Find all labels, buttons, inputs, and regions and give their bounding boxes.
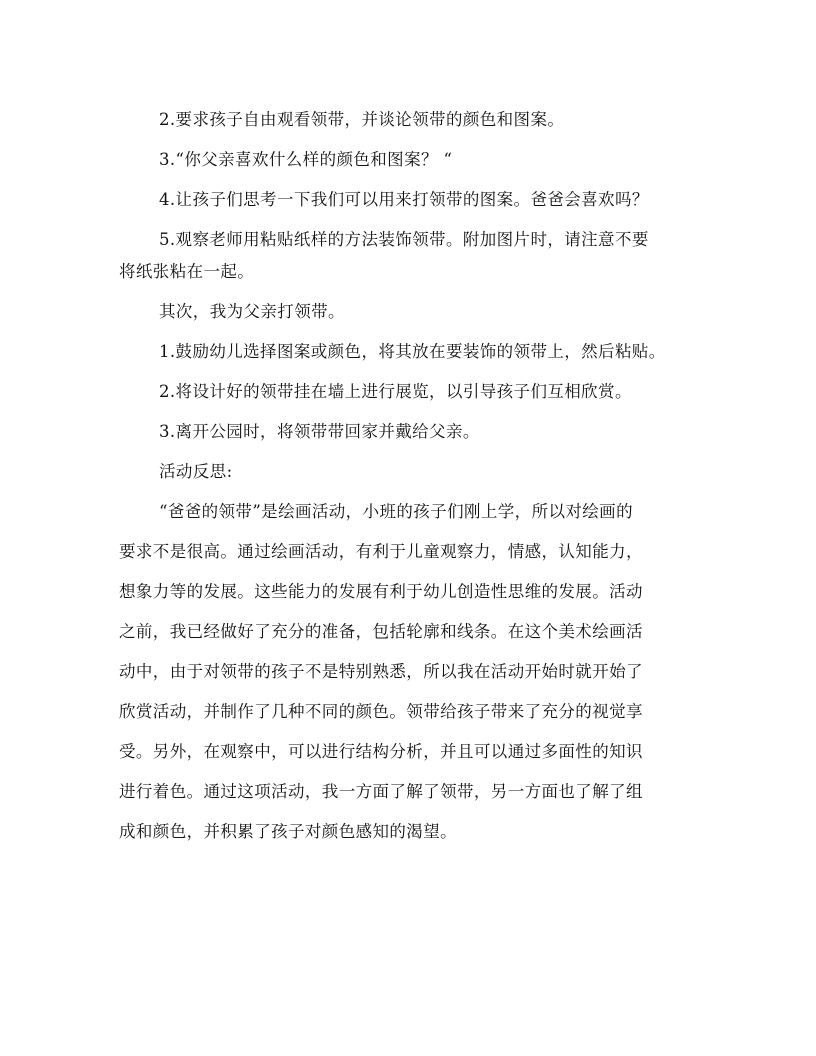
reflection-line: 之前，我已经做好了充分的准备，包括轮廓和线条。在这个美术绘画活 <box>119 622 643 641</box>
document-body <box>119 104 699 848</box>
reflection-line: 成和颜色，并积累了孩子对颜色感知的渴望。 <box>119 822 457 841</box>
reflection-line: 受。另外，在观察中，可以进行结构分析，并且可以通过多面性的知识 <box>119 742 643 761</box>
list-item-3: 3.“你父亲喜欢什么样的颜色和图案？ “ <box>159 150 453 169</box>
list-item-2: 2.要求孩子自由观看领带，并谈论领带的颜色和图案。 <box>159 110 565 129</box>
list-item-4: 4.让孩子们思考一下我们可以用来打领带的图案。爸爸会喜欢吗？ <box>159 190 649 209</box>
reflection-line: “爸爸的领带”是绘画活动，小班的孩子们刚上学，所以对绘画的 <box>159 502 633 521</box>
reflection-line: 想象力等的发展。这些能力的发展有利于幼儿创造性思维的发展。活动 <box>119 582 643 601</box>
reflection-line: 欣赏活动，并制作了几种不同的颜色。领带给孩子带来了充分的视觉享 <box>119 702 643 721</box>
reflection-heading: 活动反思: <box>159 462 233 481</box>
reflection-paragraph <box>119 496 699 848</box>
list-item-5: 5.观察老师用粘贴纸样的方法装饰领带。附加图片时，请注意不要 <box>159 230 649 249</box>
section-item-1: 1.鼓励幼儿选择图案或颜色，将其放在要装饰的领带上，然后粘贴。 <box>159 342 666 361</box>
reflection-line: 要求不是很高。通过绘画活动，有利于儿童观察力，情感，认知能力， <box>119 542 643 561</box>
section-heading: 其次，我为父亲打领带。 <box>159 302 345 321</box>
section-item-2: 2.将设计好的领带挂在墙上进行展览，以引导孩子们互相欣赏。 <box>159 382 632 401</box>
reflection-line: 进行着色。通过这项活动，我一方面了解了领带，另一方面也了解了组 <box>119 782 643 801</box>
section-item-3: 3.离开公园时，将领带带回家并戴给父亲。 <box>159 422 480 441</box>
list-item-5-continuation: 将纸张粘在一起。 <box>119 262 255 281</box>
reflection-line: 动中，由于对领带的孩子不是特别熟悉，所以我在活动开始时就开始了 <box>119 662 643 681</box>
